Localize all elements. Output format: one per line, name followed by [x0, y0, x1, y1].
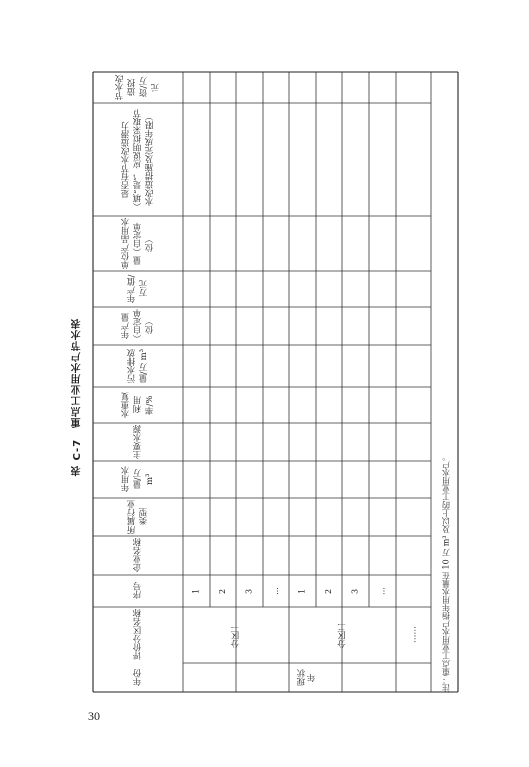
- year-value: 现状年: [297, 669, 317, 686]
- header-potential: 是否有节水改造潜力（填“是”，应说明拟采取节水改造措施及完成年限）: [121, 108, 155, 211]
- table-title: 表 C-7 重点工业用水户节水表: [72, 317, 83, 477]
- row-seq: …: [377, 587, 387, 595]
- region-2: 分区二: [337, 622, 348, 648]
- header-annual-water: 年用水量/万 m³: [121, 466, 155, 493]
- row-seq: 1: [191, 588, 201, 594]
- table-note: 注：重点工业用水户指年用水量在 10 万 m³ 及以上的工业用水户。: [441, 452, 451, 692]
- header-industry: 所属行业类型: [127, 500, 149, 534]
- header-sewage: 污水排放量/万 m³: [127, 348, 149, 384]
- header-investment: 节水改造投资/万元: [115, 74, 161, 101]
- header-enterprise: 企业名称: [133, 538, 143, 573]
- page-number: 30: [88, 709, 100, 723]
- header-output-value: 年产值/万元: [127, 274, 149, 304]
- region-1: 分区一: [231, 622, 241, 648]
- row-seq: 3: [350, 588, 360, 594]
- region-more: ……: [408, 626, 419, 644]
- header-seq: 序号: [133, 582, 143, 600]
- row-seq: 2: [218, 588, 227, 594]
- row-seq: …: [271, 587, 280, 595]
- row-seq: 3: [244, 588, 254, 594]
- header-region: 评价分区名称: [133, 609, 143, 661]
- row-seq: 2: [324, 588, 333, 594]
- header-reuse-rate: 水重复利用率/%: [121, 392, 155, 418]
- header-year: 年份: [133, 669, 143, 686]
- row-seq: 1: [297, 588, 307, 594]
- header-output: 年产量（自定单位）: [121, 309, 155, 343]
- header-unit-water: 单位产品用水量（自定单位）: [121, 218, 155, 269]
- header-water-source: 主要水源: [133, 425, 143, 459]
